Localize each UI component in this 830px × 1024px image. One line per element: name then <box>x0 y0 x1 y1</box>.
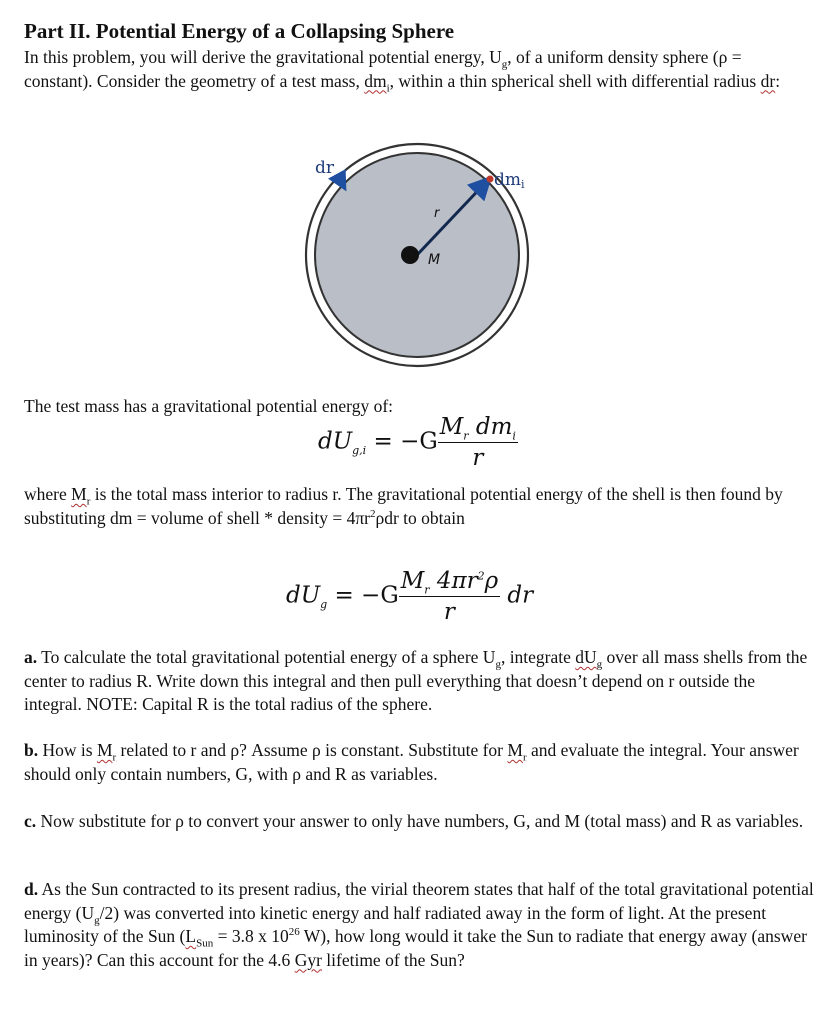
intro-dmi-text: dm <box>364 70 387 91</box>
question-b-text-2: related to r and ρ? Assume ρ is constant. Substitute for <box>116 740 508 760</box>
question-d-text-3: = 3.8 x 10 <box>213 926 289 946</box>
eq2-num-4pir: 4πr <box>429 568 478 594</box>
question-c-label: c. <box>24 811 37 831</box>
eq2-lhs: dU <box>286 582 321 609</box>
sphere-diagram-svg <box>300 140 570 390</box>
question-a-label: a. <box>24 647 38 667</box>
intro-block <box>24 46 814 93</box>
eq1-numerator <box>438 414 518 443</box>
equation-2 <box>286 568 533 625</box>
question-a-block <box>24 646 814 717</box>
question-a-text-3: over all mass shells from the center to radius R. Write down this integral and then pull everything that doesn’t depend on r outside the integral. NOTE: Capital R is the total radius of the sphere. <box>24 647 808 714</box>
question-d-gyr: Gyr <box>294 949 322 970</box>
intro-text-2: , of a uniform density sphere (ρ = constant). Consider the geometry of a test mass, <box>24 47 742 91</box>
question-d-text-4: W), how long would it take the Sun to radiate that energy away (answer in years)? Can this account for the 4.6 <box>24 926 807 970</box>
eq2-num-rho: ρ <box>484 568 499 594</box>
intro-dr: dr <box>760 70 776 91</box>
question-d-block <box>24 878 814 972</box>
eq1-fraction <box>438 414 518 471</box>
where-text-1: where <box>24 484 72 504</box>
where-mr <box>71 484 91 508</box>
question-d <box>24 878 814 972</box>
intro-dmi-sub: i <box>386 82 390 94</box>
question-d-lsun-text: L <box>185 926 197 946</box>
where-mr-sub: r <box>86 495 91 508</box>
question-d-text-2: /2) was converted into kinetic energy and half radiated away in the form of light. At the present luminosity of the Sun ( <box>24 902 767 946</box>
intro-dmi <box>364 70 390 94</box>
question-d-exponent: 26 <box>288 926 300 939</box>
eq2-equals: = −G <box>327 582 399 609</box>
question-a-text-2: , integrate <box>500 647 576 667</box>
eq2-fraction <box>399 568 500 625</box>
eq1-denominator: r <box>472 445 484 471</box>
question-b-mr <box>96 740 117 764</box>
question-d-lsun-sub: Sun <box>196 937 214 950</box>
question-b-block <box>24 739 814 786</box>
central-mass <box>401 246 419 264</box>
eq1-num-M: M <box>439 414 464 440</box>
dr-label: dr <box>315 158 335 178</box>
question-a-dug <box>575 647 603 671</box>
question-c-text-1: Now substitute for ρ to convert your answer to only have numbers, G, and M (total mass) and R as variables. <box>36 811 804 831</box>
question-b-mr2 <box>507 740 527 764</box>
question-b <box>24 739 814 786</box>
question-b-mr-text: M <box>96 740 113 760</box>
question-a-text-1: To calculate the total gravitational potential energy of a sphere U <box>37 647 496 667</box>
eq1-lhs: dU <box>318 428 353 455</box>
where-text-3: ρdr to obtain <box>375 507 465 528</box>
question-b-mr2-text: M <box>507 740 523 760</box>
dmi-label <box>494 170 525 191</box>
intro-text-4: : <box>775 70 781 91</box>
dmi-label-sub: i <box>521 178 525 191</box>
eq2-lhs-sub: g <box>320 598 328 612</box>
sphere-diagram <box>300 140 570 390</box>
eq2-num-M: M <box>400 568 425 594</box>
question-d-label: d. <box>24 879 39 899</box>
r-label: r <box>434 206 440 221</box>
intro-text-1: In this problem, you will derive the gravitational potential energy, U <box>24 47 502 67</box>
test-mass-point <box>487 176 494 183</box>
intro-text-3: , within a thin spherical shell with differential radius <box>389 70 761 91</box>
eq1-num-M-sub: r <box>463 429 469 443</box>
equation-1 <box>318 414 518 471</box>
question-d-text-5: lifetime of the Sun? <box>321 949 465 970</box>
question-b-text-3: and evaluate the integral. Your answer should only contain numbers, G, with ρ and R as variables. <box>24 740 799 784</box>
question-a <box>24 646 814 717</box>
question-d-text-1: As the Sun contracted to its present radius, the virial theorem states that half of the total gravitational potential energy (U <box>24 879 814 923</box>
question-c <box>24 810 814 834</box>
M-label: M <box>428 252 441 268</box>
question-a-ug-sub: g <box>495 658 501 671</box>
where-block <box>24 483 814 530</box>
where-sup: 2 <box>370 507 376 520</box>
eq2-denominator: r <box>443 599 455 625</box>
question-b-mr-sub: r <box>112 751 117 764</box>
question-a-dug-text: dU <box>575 647 597 667</box>
question-d-lsun <box>185 926 214 950</box>
where-text-2: is the total mass interior to radius r. The gravitational potential energy of the shell is then found by substituting dm = volume of shell * density = 4πr <box>24 484 783 528</box>
question-b-label: b. <box>24 740 39 760</box>
where-paragraph <box>24 483 814 530</box>
dmi-label-text: dm <box>494 170 522 190</box>
eq2-numerator <box>399 568 500 597</box>
question-c-block <box>24 810 814 834</box>
eq2-dr: dr <box>500 582 534 609</box>
eq1-num-dm-sub: i <box>512 429 516 443</box>
part-title: Part II. Potential Energy of a Collapsing Sphere <box>24 19 455 43</box>
eq1-lhs-sub: g,i <box>352 444 367 458</box>
question-a-dug-sub: g <box>596 658 603 671</box>
question-d-ug-sub: g <box>94 914 100 926</box>
question-b-text-1: How is <box>38 740 97 760</box>
part-title-block <box>24 18 814 44</box>
eq2-num-M-sub: r <box>424 583 430 597</box>
test-mass-text: The test mass has a gravitational potential energy of: <box>24 396 394 416</box>
eq1-equals: = −G <box>366 428 438 455</box>
eq2-num-sup: 2 <box>477 569 485 583</box>
intro-paragraph <box>24 46 814 93</box>
question-b-mr2-sub: r <box>522 751 527 764</box>
eq1-num-dm: dm <box>468 414 513 440</box>
where-mr-text: M <box>71 484 87 504</box>
intro-ug-sub: g <box>501 58 508 71</box>
